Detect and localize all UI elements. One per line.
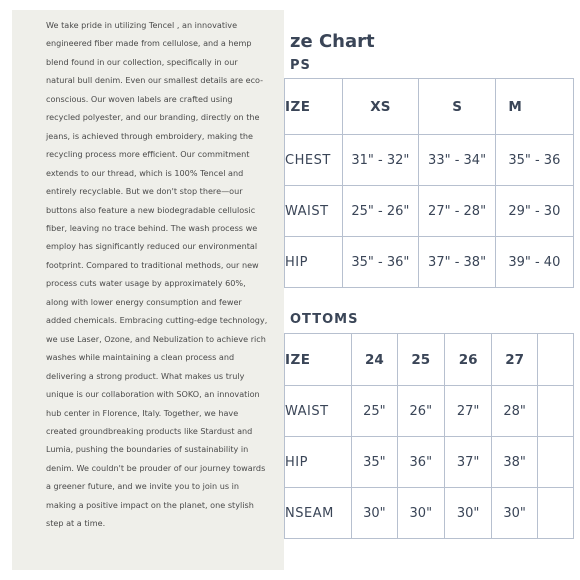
table-cell: 27" - 28" (418, 186, 496, 237)
row-label-hip: HIP (285, 237, 343, 288)
table-cell: 25" (352, 386, 398, 437)
table-cell: 25" - 26" (342, 186, 418, 237)
size-header: IZE (285, 79, 343, 135)
row-label-chest: CHEST (285, 135, 343, 186)
bottoms-size-table (284, 333, 574, 539)
about-panel (12, 10, 284, 570)
table-row (285, 386, 574, 437)
table-cell: 27" (444, 386, 491, 437)
size-s: S (418, 79, 496, 135)
table-cell: 35" (352, 437, 398, 488)
bottoms-section-label: OTTOMS (290, 312, 359, 327)
table-cell: 39" - 40 (496, 237, 574, 288)
sustainability-text: We take pride in utilizing Tencel , an innovative engineered fiber made from cellulose, and a hemp blend found in our collection, specifically in our natural bull denim. Even our smallest details are eco-conscious. Our woven labels are crafted using recycled polyester, and our branding, directly on the jeans, is achieved through embroidery, making the recycling process more efficient. Our commitment extends to our thread, which is 100% Tencel and entirely recyclable. But we don't stop there—our buttons also feature a new biodegradable cellulosic fiber, leaving no trace behind. The wash process we employ has significantly reduced our environmental footprint. Compared to traditional methods, our new process cuts water usage by approximately 60%, along with lower energy consumption and fewer added chemicals. Embracing cutting-edge technology, we use Laser, Ozone, and Nebulization to achieve rich washes while maintaining a clean process and delivering a strong product. What makes us truly unique is our collaboration with SOKO, an innovation hub center in Florence, Italy. Together, we have created groundbreaking products like Stardust and Lumia, pushing the boundaries of sustainability in denim. We couldn't be prouder of our journey towards a greener future, and we invite you to join us in making a positive impact on the planet, one stylish step at a time. (46, 20, 268, 529)
table-cell: 33" - 34" (418, 135, 496, 186)
bottoms-header-row (285, 334, 574, 386)
table-cell: 37" - 38" (418, 237, 496, 288)
table-cell (537, 437, 573, 488)
size-27: 27 (492, 334, 538, 386)
size-xs: XS (342, 79, 418, 135)
tops-section-label: PS (290, 58, 311, 73)
table-row (285, 186, 574, 237)
table-cell: 29" - 30 (496, 186, 574, 237)
table-cell: 38" (492, 437, 538, 488)
row-label-waist: WAIST (285, 386, 352, 437)
row-label-waist: WAIST (285, 186, 343, 237)
size-header: IZE (285, 334, 352, 386)
table-cell: 30" (397, 488, 444, 539)
row-label-hip: HIP (285, 437, 352, 488)
table-row (285, 488, 574, 539)
table-cell: 35" - 36" (342, 237, 418, 288)
tops-size-table (284, 78, 574, 288)
table-row (285, 135, 574, 186)
table-cell: 31" - 32" (342, 135, 418, 186)
table-cell: 30" (444, 488, 491, 539)
size-24: 24 (352, 334, 398, 386)
table-cell: 28" (492, 386, 538, 437)
size-cut (537, 334, 573, 386)
table-cell: 37" (444, 437, 491, 488)
table-row (285, 437, 574, 488)
table-row (285, 237, 574, 288)
table-cell (537, 386, 573, 437)
table-cell (537, 488, 573, 539)
size-chart-title: ze Chart (290, 31, 375, 52)
table-cell: 30" (352, 488, 398, 539)
tops-header-row (285, 79, 574, 135)
size-m: M (496, 79, 574, 135)
table-cell: 26" (397, 386, 444, 437)
size-25: 25 (397, 334, 444, 386)
table-cell: 36" (397, 437, 444, 488)
table-cell: 35" - 36 (496, 135, 574, 186)
table-cell: 30" (492, 488, 538, 539)
size-26: 26 (444, 334, 491, 386)
row-label-inseam: NSEAM (285, 488, 352, 539)
size-chart-panel (285, 10, 580, 570)
